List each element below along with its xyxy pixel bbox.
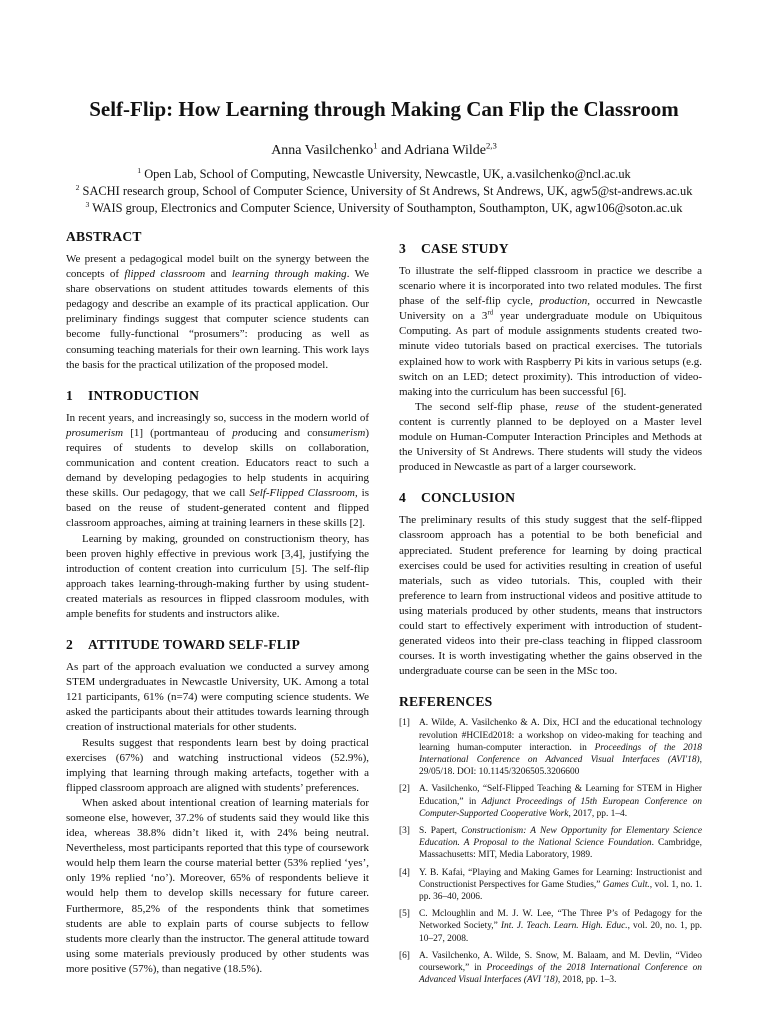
section-heading-case-study: 3 CASE STUDY: [399, 241, 509, 256]
reference-item: [4] Y. B. Kafai, “Playing and Making Games for Learning: Instructionist and Constructionist Perspectives for Game Studies,” Games Cult., vol. 1, no. 1. pp. 36–40, 2006.: [399, 867, 702, 902]
affiliation-3: $^3$ WAIS group, Electronics and Computer Science, University of Southampton, Southampton, UK, agw106@soton.ac.uk: [85, 199, 683, 215]
references-heading: REFERENCES: [399, 694, 493, 710]
section-heading-attitude: 2 ATTITUDE TOWARD SELF-FLIP: [66, 637, 300, 653]
introduction-paragraph: In recent years, and increasingly so, success in the modern world of prosumerism [1] (portmanteau of producing and consumerism) requires of students to develop skills on collaboration, communication and content creation. Educators react to such a demand by developing pedagogies to help students in acquiring these skills. Our pedagogy, that we call Self-Flipped Classroom, is based on the reuse of student-generated content and flipped classroom approaches, aiming at training learners in these skills [2].: [66, 411, 370, 530]
author-affil-marker: 1: [373, 140, 378, 151]
introduction-paragraph: Learning by making, grounded on constructionism theory, has been proven highly effective in previous work [3,4], justifying the introduction of content creation into curriculum [5]. The self-flip approach takes learning-through-making further by using student-created materials as resources in flipped classroom modules, with ample benefits for students and instructors alike.: [66, 532, 369, 620]
abstract-text: We present a pedagogical model built on the synergy between the concepts of flipped classroom and learning through making. We share observations on student attitudes towards elements of this pedagogy and describe an example of its practical application. Our preliminary findings suggest that computer science students can become fully-functional “prosumers”: producing as well as consuming teaching materials for their own learning. This work lays the basis for the practical utilization of the proposed model.: [66, 253, 370, 371]
reference-item: [1] A. Wilde, A. Vasilchenko & A. Dix, HCI and the educational technology revolution #HCIEd2018: a workshop on video-making for teaching and learning human-computer interaction. in Proceedings of the 2018 International Conference on Advanced Visual Interfaces (AVI'18), 29/05/18. DOI: 10.1145/3206505.3206600: [399, 718, 702, 778]
case-study-paragraph: The second self-flip phase, reuse of the student-generated content is currently planned to be deployed on a Master level module on Human-Computer Interaction Principles and Methods at the University of St Andrews. There students will study the videos produced in Newcastle as part of a larger coursework.: [399, 400, 702, 474]
case-study-paragraph: To illustrate the self-flipped classroom in practice we describe a scenario where it is incorporated into two related modules. The first phase of the self-flip cycle, production, occurred in Newcastle University on a 3rd year undergraduate module on Ubiquitous Computing. As part of module assignments students created two-minute video tutorials based on practical exercises. The tutorials explained how to work with Raspberry Pi kits in various setups (e.g. switch on an LED; detect proximity). This introduction of video-making into the curriculum has been successful [6].: [399, 265, 703, 398]
section-heading-conclusion: 4 CONCLUSION: [399, 490, 516, 506]
right-column: [399, 240, 702, 991]
author-name: Adriana Wilde: [403, 143, 486, 158]
reference-list: [399, 717, 702, 986]
conclusion-paragraph: The preliminary results of this study suggest that the self-flipped classroom approach has a potential to be both beneficial and appreciated. Student preference for learning by doing practical exercises could be used for activities resulting in creation of useful materials, such as video tutorials. This, coupled with their preference to learn from instructional videos and positive attitude to using materials produced by other students, means that instructors could start to effectively experiment with introduction of student-generated videos into their pre-class teaching in flipped classroom courses. It is worth investigating whether the gains observed in the undergraduate course can be seen in the MSc too.: [399, 514, 702, 678]
author-connector: and: [377, 143, 404, 158]
author-line: [0, 141, 768, 161]
section-heading-introduction: 1 INTRODUCTION: [66, 387, 200, 403]
attitude-paragraph: As part of the approach evaluation we conducted a survey among STEM undergraduates in Newcastle University, UK. Among a total 121 participants, 61% (n=74) were computing science students. We asked the participants about their attitudes towards learning through creation of instructional materials for other students.: [66, 661, 369, 734]
affiliation-1: $^1$ Open Lab, School of Computing, Newcastle University, Newcastle, UK, a.vasilchenko@ncl.ac.uk: [137, 165, 631, 181]
affiliations: [0, 166, 768, 217]
reference-item: [5] C. Mcloughlin and M. J. W. Lee, “The Three P’s of Pedagogy for the Networked Society,” Int. J. Teach. Learn. High. Educ., vol. 20, no. 1, pp. 10–27, 2008.: [399, 909, 702, 944]
attitude-paragraph: Results suggest that respondents learn best by doing practical exercises (67%) and watching instructional videos (52.9%), implying that learning through making artefacts, together with a flipped classroom approach are aligned with students’ preferences.: [66, 736, 369, 794]
reference-item: [6] A. Vasilchenko, A. Wilde, S. Snow, M. Balaam, and M. Devlin, “Video coursework,” in Proceedings of the 2018 International Conference on Advanced Visual Interfaces (AVI '18), 2018, pp. 1–3.: [399, 950, 702, 986]
author-name: Anna Vasilchenko: [271, 143, 374, 158]
left-column: [66, 228, 369, 977]
reference-item: [2] A. Vasilchenko, “Self-Flipped Teaching & Learning for STEM in Higher Education,” in Adjunct Proceedings of 15th European Conference on Computer-Supported Cooperative Work, 2017, pp. 1–4.: [399, 784, 702, 819]
author-affil-marker: 2,3: [485, 140, 497, 151]
paper-title: Self-Flip: How Learning through Making Can Flip the Classroom: [89, 97, 679, 121]
reference-item: [3] S. Papert, Constructionism: A New Opportunity for Elementary Science Education. A Proposal to the National Science Foundation. Cambridge, Massachusetts: MIT, Media Laboratory, 1989.: [399, 825, 702, 861]
affiliation-2: $^2$ SACHI research group, School of Computer Science, University of St Andrews, St Andrews, UK, agw5@st-andrews.ac.uk: [75, 182, 693, 198]
attitude-paragraph: When asked about intentional creation of learning materials for someone else, however, 37.2% of students said they would like this idea, whereas 38.8% didn’t liked it, with 24% being neutral. Nevertheless, most participants reported that this type of coursework would help them learn the course material better (53% replied ‘yes’, only 19% replied ‘no’). Moreover, 65% of respondents believe it would help them to develop skills necessary for future career. Furthermore, 85,2% of the respondents think that sometimes students are able to explain parts of course subjects to fellow students more clearly than the instructor. The general attitude toward using some materials previously produced by other students was more positive (57%), than negative (18.5%).: [66, 796, 369, 975]
abstract-heading: ABSTRACT: [66, 229, 142, 244]
